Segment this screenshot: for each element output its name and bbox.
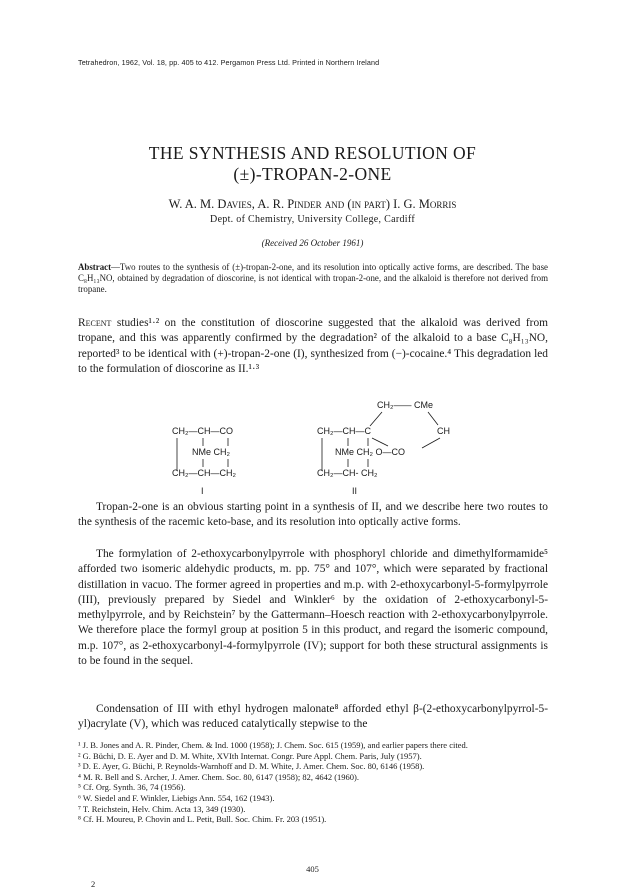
structure-II-row1: CH₂—CH—C bbox=[317, 426, 371, 436]
structure-I-row2: NMe CH₂ bbox=[192, 447, 230, 457]
body-paragraph-3: The formylation of 2-ethoxycarbonylpyrrole with phosphoryl chloride and dimethylformamide⁵ afforded two isomeric aldehydic products, m. pp. 75° and 107°, which were separated by fractional distillation in vacuo. The former agreed in properties and m.p. with 2-ethoxycarbonyl-5-formylpyrrole (III), previously prepared by Siedel and Winkler⁶ by the oxidation of 2-ethoxycarbonyl-5-methylpyrrole, and by Reichstein⁷ by the Gattermann–Hoesch reaction with 2-ethoxycarbonylpyrrole. We therefore place the formyl group at position 5 in this product, and regard the isomeric compound, m.p. 107°, as 2-ethoxycarbonyl-4-formylpyrrole (IV); support for both these structural assignments is to be found in the sequel. bbox=[78, 548, 548, 668]
footnote: ⁶ W. Siedel and F. Winkler, Liebigs Ann. 554, 162 (1943). bbox=[78, 792, 275, 803]
structure-I-row3: CH₂—CH—CH₂ bbox=[172, 468, 236, 478]
footnote: ⁴ M. R. Bell and S. Archer, J. Amer. Chem. Soc. 80, 6147 (1958); 82, 4642 (1960). bbox=[78, 771, 359, 782]
author-affiliation: Dept. of Chemistry, University College, Cardiff bbox=[210, 214, 415, 225]
body-paragraph-1 bbox=[78, 316, 548, 377]
footnote: ⁸ Cf. H. Moureu, P. Chovin and L. Petit, Bull. Soc. Chim. Fr. 203 (1951). bbox=[78, 814, 327, 825]
abstract bbox=[78, 262, 548, 296]
structure-II bbox=[317, 400, 450, 496]
abstract-text: —Two routes to the synthesis of (±)-tropan-2-one, and its resolution into optically active forms, are described. The base C₈H₁₃NO, obtained by degradation of dioscorine, is not identical with tropan-2-one, and the alkaloid is therefore not derived from tropane. bbox=[78, 262, 548, 295]
structure-I bbox=[172, 426, 236, 496]
chemical-structures-figure bbox=[170, 398, 500, 496]
received-date: (Received 26 October 1961) bbox=[261, 238, 364, 248]
footnotes bbox=[78, 740, 548, 825]
footnote: ² G. Büchi, D. E. Ayer and D. M. White, XVIth Internat. Congr. Pure Appl. Chem. Paris, July (1957). bbox=[78, 750, 422, 761]
structure-II-label: II bbox=[352, 486, 358, 496]
structure-II-top-row: CH₂—— CMe bbox=[377, 400, 433, 410]
footnote: ⁷ T. Reichstein, Helv. Chim. Acta 13, 349 (1930). bbox=[78, 803, 246, 814]
structure-I-row1: CH₂—CH—CO bbox=[172, 426, 233, 436]
signature-mark: 2 bbox=[91, 879, 96, 889]
author-list: W. A. M. Davies, A. R. Pinder and (in part) I. G. Morris bbox=[168, 197, 457, 211]
structure-II-ch: CH bbox=[437, 426, 450, 436]
body-paragraph-4: Condensation of III with ethyl hydrogen malonate⁸ afforded ethyl β-(2-ethoxycarbonylpyrrol-5-yl)acrylate (V), which was reduced catalytically stepwise to the bbox=[78, 703, 548, 731]
article-title-line-1: THE SYNTHESIS AND RESOLUTION OF bbox=[148, 143, 477, 163]
footnote: ⁵ Cf. Org. Synth. 36, 74 (1956). bbox=[78, 782, 186, 793]
footnote: ³ D. E. Ayer, G. Büchi, P. Reynolds-Warnhoff and D. M. White, J. Amer. Chem. Soc. 80, 6146 (1958). bbox=[78, 761, 425, 772]
journal-citation-line: Tetrahedron, 1962, Vol. 18, pp. 405 to 412. Pergamon Press Ltd. Printed in Northern Ireland bbox=[78, 58, 380, 67]
footnote: ¹ J. B. Jones and A. R. Pinder, Chem. & Ind. 1000 (1958); J. Chem. Soc. 615 (1959), and earlier papers there cited. bbox=[78, 740, 468, 750]
paragraph-lead-word: Recent bbox=[78, 317, 112, 329]
abstract-label: Abstract bbox=[78, 262, 112, 272]
page-number: 405 bbox=[306, 864, 319, 874]
article-title-line-2: (±)-TROPAN-2-ONE bbox=[233, 164, 392, 184]
body-paragraph-2: Tropan-2-one is an obvious starting point in a synthesis of II, and we describe here two routes to the synthesis of the racemic keto-base, and its resolution into optically active forms. bbox=[78, 501, 548, 529]
paragraph-1-text: studies¹·² on the constitution of dioscorine suggested that the alkaloid was derived from tropane, and this was apparently confirmed by the degradation² of the alkaloid to a base C₈H₁₃NO, reported³ to be identical with (+)-tropan-2-one (I), synthesized from (−)-cocaine.⁴ This degradation led to the formulation of dioscorine as II.¹·³ bbox=[78, 317, 548, 375]
structure-II-row2: NMe CH₂ O—CO bbox=[335, 447, 405, 457]
structure-II-row3: CH₂—CH- CH₂ bbox=[317, 468, 378, 478]
structure-I-label: I bbox=[201, 486, 204, 496]
